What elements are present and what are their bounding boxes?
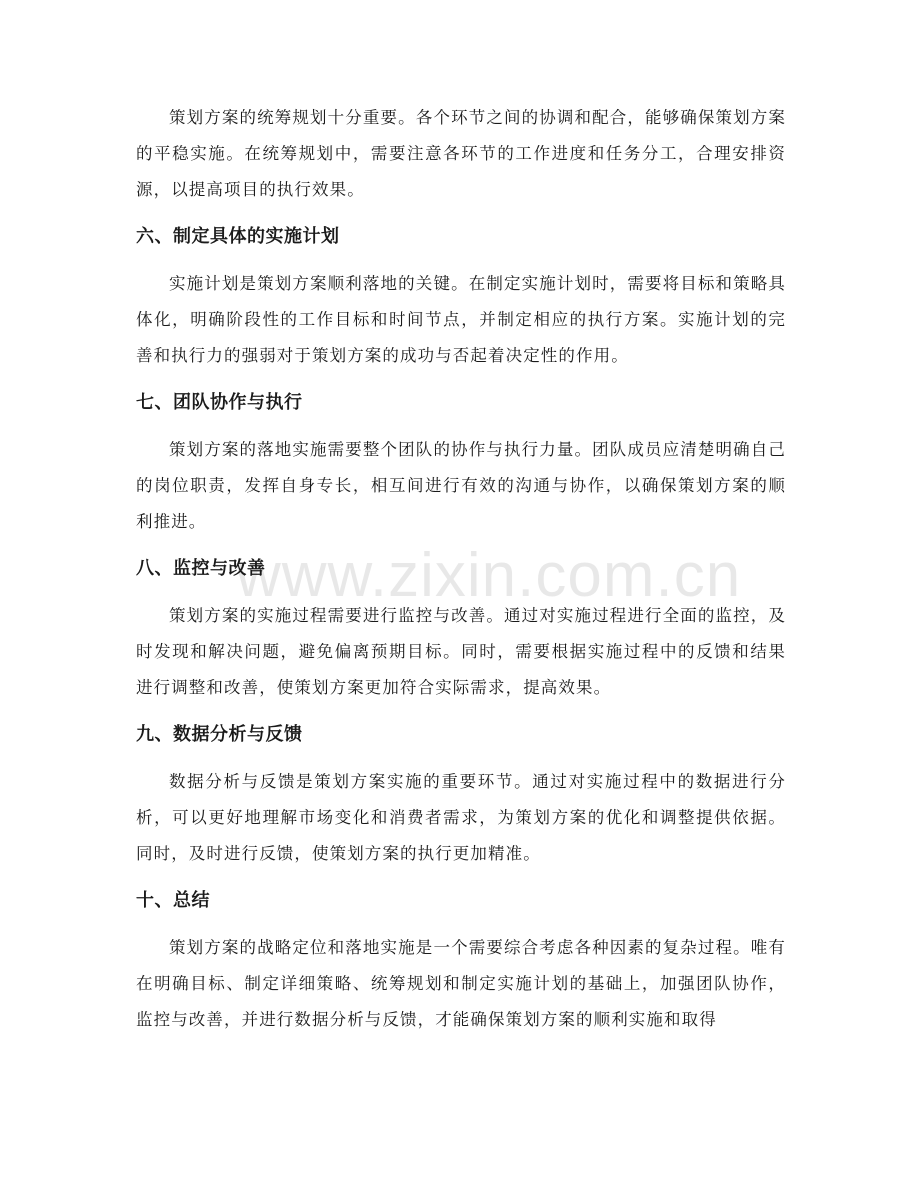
watermark: www.zixin.com.cn [236,541,742,610]
section-body-7: 策划方案的落地实施需要整个团队的协作与执行力量。团队成员应清楚明确自己的岗位职责，发挥自身专长，相互间进行有效的沟通与协作，以确保策划方案的顺利推进。 [136,440,786,531]
section-heading-8: 八、监控与改善 [136,558,266,579]
document-page [136,100,786,1038]
section-heading-10: 十、总结 [136,890,210,911]
section-body-6: 实施计划是策划方案顺利落地的关键。在制定实施计划时，需要将目标和策略具体化，明确阶段性的工作目标和时间节点，并制定相应的执行方案。实施计划的完善和执行力的强弱对于策划方案的成功与否起着决定性的作用。 [136,274,786,365]
section-heading-7: 七、团队协作与执行 [136,392,303,413]
section-body-8: 策划方案的实施过程需要进行监控与改善。通过对实施过程进行全面的监控，及时发现和解决问题，避免偏离预期目标。同时，需要根据实施过程中的反馈和结果进行调整和改善，使策划方案更加符合实际需求，提高效果。 [136,606,786,697]
section-body-9: 数据分析与反馈是策划方案实施的重要环节。通过对实施过程中的数据进行分析，可以更好地理解市场变化和消费者需求，为策划方案的优化和调整提供依据。同时，及时进行反馈，使策划方案的执行更加精准。 [136,772,786,863]
section-heading-6: 六、制定具体的实施计划 [136,226,340,247]
intro-paragraph: 策划方案的统筹规划十分重要。各个环节之间的协调和配合，能够确保策划方案的平稳实施。在统筹规划中，需要注意各环节的工作进度和任务分工，合理安排资源，以提高项目的执行效果。 [136,108,786,199]
section-heading-9: 九、数据分析与反馈 [136,724,303,745]
section-body-10: 策划方案的战略定位和落地实施是一个需要综合考虑各种因素的复杂过程。唯有在明确目标、制定详细策略、统筹规划和制定实施计划的基础上，加强团队协作，监控与改善，并进行数据分析与反馈，才能确保策划方案的顺利实施和取得 [136,938,786,1029]
